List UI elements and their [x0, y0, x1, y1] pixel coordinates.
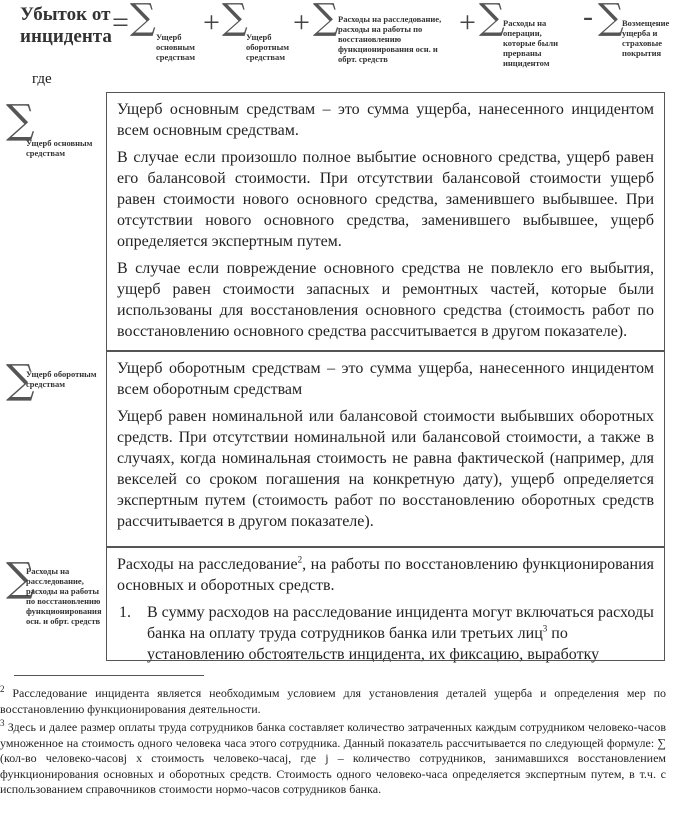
section-box-bottom-border: [106, 660, 665, 661]
footnote-mark: 2: [0, 684, 5, 694]
section-label-current-assets: Ущерб оборотным средствам: [26, 369, 97, 389]
list-text: В сумму расходов на расследование инцидента могут включаться расходы банка на оплату труда сотрудников банка или третьих лиц: [147, 604, 654, 642]
paragraph: В случае если повреждение основного средства не повлекло его выбытия, ущерб равен стоимости запасных и ремонтных частей, которые были использованы для восстановления основного средства (стоимость работ по восстановлению основного средства рассчитывается в другом показателе).: [117, 260, 654, 340]
list-item: [107, 602, 654, 665]
term-investigation: Расходы на расследование, расходы на работы по восстановлению функционирования осн. и обрт. средств: [338, 14, 442, 64]
equals-sign: =: [112, 6, 129, 39]
sigma-icon: ∑: [6, 555, 35, 601]
intro-text: Расходы на расследование: [117, 556, 298, 573]
formula-title-line2: инцидента: [20, 26, 112, 47]
sigma-icon: ∑: [313, 0, 339, 38]
plus-sign: +: [459, 6, 476, 39]
paragraph: В случае если произошло полное выбытие основного средства, ущерб равен его балансовой стоимости. При отсутствии балансовой стоимости ущерб равен стоимости нового основного средства, заменившего выбывшее. При отсутствии нового основного средства, заменившего выбывшее, ущерб определяется экспертным путем.: [117, 149, 654, 250]
section-label-fixed-assets: Ущерб основным средствам: [26, 138, 93, 158]
sigma-icon: ∑: [6, 97, 35, 143]
term-compensation: Возмещение ущерба и страховые покрытия: [622, 18, 670, 58]
list-number: 1.: [119, 604, 131, 621]
formula-title: [20, 4, 112, 48]
minus-sign: -: [583, 0, 593, 33]
footnote-2: [0, 686, 666, 717]
paragraph: Ущерб основным средствам – это сумма ущерба, нанесенного инцидентом всем основным средствам.: [117, 101, 654, 139]
section-box-current-assets: [106, 351, 665, 547]
footnote-ref: 3: [542, 623, 548, 634]
sigma-icon: ∑: [479, 0, 505, 38]
plus-sign: +: [203, 6, 220, 39]
where-label: где: [32, 71, 52, 87]
intro-text-cont: , на работы по восстановлению функционирования основных и оборотных средств.: [117, 556, 654, 594]
footnote-mark: 3: [0, 718, 5, 728]
footnote-text: Расследование инцидента является необходимым условием для установления деталей ущерба и определения мер по восстановлению функционирования деятельности.: [0, 686, 666, 716]
section-label-investigation: Расходы на расследование, расходы на работы по восстановлению функционирования осн. и обрт. средств: [26, 566, 102, 626]
formula-title-line1: Убыток от: [20, 4, 111, 25]
term-current-assets: Ущерб оборотным средствам: [246, 32, 290, 62]
paragraph: Ущерб равен номинальной или балансовой стоимости выбывших оборотных средств. При отсутствии номинальной или балансовой стоимости, а также в случаях, когда номинальная стоимость не равна фактической (например, для векселей со сроком погашения на конкретную дату), ущерб определяется экспертным путем (стоимость работ по восстановлению оборотных средств рассчитывается в другом показателе).: [117, 408, 654, 530]
footnote-ref: 2: [297, 554, 303, 565]
list-text-cont: по установлению обстоятельств инцидента, их фиксацию, выработку: [147, 625, 600, 663]
footnote-3: [0, 720, 666, 798]
section-box-investigation: [106, 547, 665, 663]
footnote-text: Здесь и далее размер оплаты труда сотрудников банка составляет количество затраченных каждым сотрудником человеко-часов умноженное на стоимость одного человека часа этого сотрудника. Данный показатель рассчитывается по следующей формуле: ∑ (кол-во человеко-часовj х стоимость человеко-часаj, где j – количество сотрудников, занимавшихся восстановлением функционирования основных и оборотных средств. Стоимость одного человеко-часа определяется экспертным путем, в т.ч. с использованием справочников стоимости нормо-часов сотрудников банка.: [0, 720, 666, 797]
sigma-icon: ∑: [6, 357, 35, 403]
sigma-icon: ∑: [598, 0, 624, 38]
paragraph: Ущерб оборотным средствам – это сумма ущерба, нанесенного инцидентом всем оборотным средствам: [117, 360, 654, 398]
footnote-separator: [14, 675, 204, 676]
plus-sign: +: [293, 6, 310, 39]
paragraph: [117, 554, 654, 596]
sigma-icon: ∑: [130, 0, 156, 38]
sigma-icon: ∑: [222, 0, 248, 38]
section-box-fixed-assets: [106, 92, 665, 351]
term-fixed-assets: Ущерб основным средствам: [156, 32, 196, 62]
term-interrupted-ops: Расходы на операции, которые были прерваны инцидентом: [503, 18, 559, 68]
